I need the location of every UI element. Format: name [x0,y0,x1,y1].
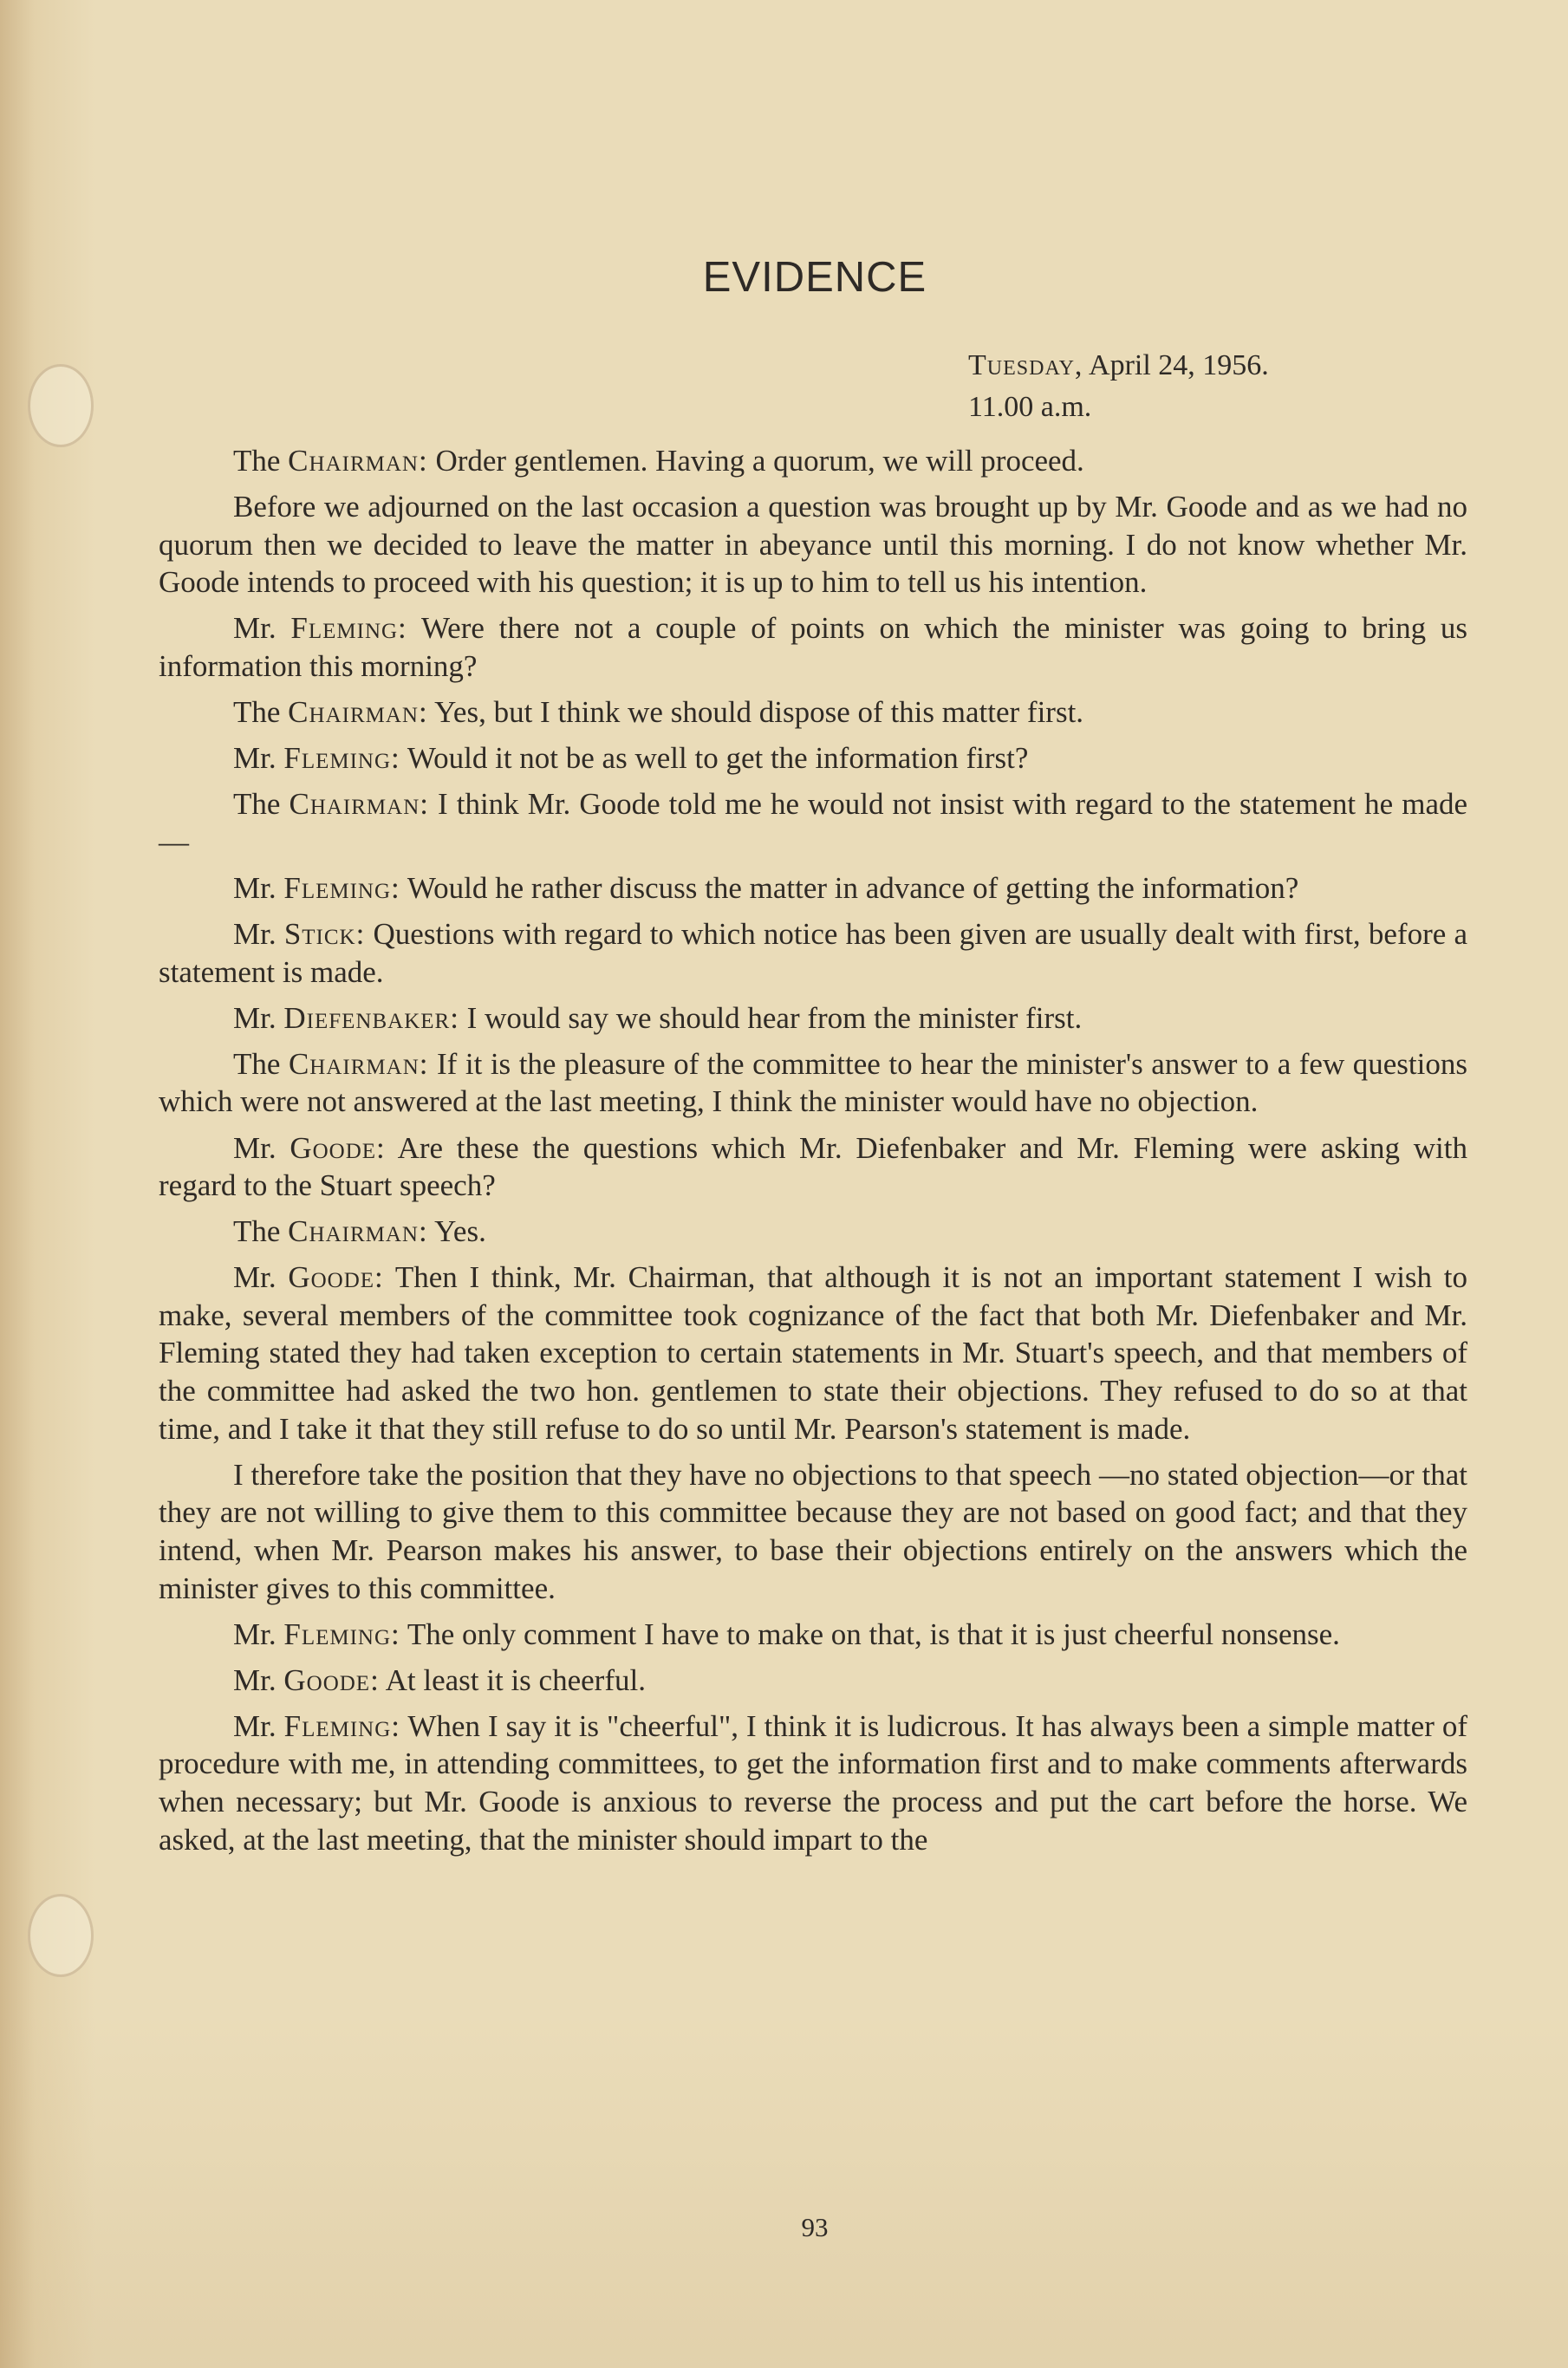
speaker-title: Mr. [233,611,277,646]
speech-text: Yes. [434,1214,486,1249]
transcript-paragraph [159,785,1467,861]
speaker-name: Fleming: [283,1617,400,1651]
speech-text: The only comment I have to make on that, is that it is just cheerful nonsense. [407,1617,1340,1651]
speech-text: When I say it is "cheerful", I think it is ludicrous. It has always been a simple matter of procedure with me, in attending committees, to get the information first and to make comments afterwards when necessary; but Mr. Goode is anxious to reverse the process and put the cart before the horse. We asked, at the last meeting, that the minister should impart to the [159,1708,1468,1857]
speech-text: I would say we should hear from the minister first. [466,1000,1083,1035]
speech-text: Then I think, Mr. Chairman, that although it is not an important statement I wish to make, several members of the committee took cognizance of the fact that both Mr. Diefenbaker and Mr. Fleming stated they had taken exception to certain statements in Mr. Stuart's speech, and that members of the committee had asked the two hon. gentlemen to state their objections. They refused to do so at that time, and I take it that they still refuse to do so until Mr. Pearson's statement is made. [159,1260,1467,1446]
speaker-name: Chairman: [288,1214,428,1249]
speech-text: If it is the pleasure of the committee to hear the minister's answer to a few questions which were not answered at the last meeting, I think the minister would have no objection. [159,1046,1467,1119]
speaker-name: Chairman: [289,787,429,822]
speaker-name: Fleming: [283,870,400,905]
page-title: EVIDENCE [702,254,927,301]
speaker-title: Mr. [233,1708,277,1743]
speech-text: Would it not be as well to get the information first? [407,741,1029,776]
transcript-paragraph [159,1213,1467,1251]
speech-text: Questions with regard to which notice has been given are usually dealt with first, before a statement is made. [159,917,1468,989]
speaker-title: The [233,1046,281,1081]
speech-text: I therefore take the position that they have no objections to that speech —no stated objection—or that they are not willing to give them to this committee because they are not based on good fact; and that they intend, when Mr. Pearson makes his answer, to base their objections entirely on the answers which the minister gives to this committee. [159,1457,1467,1605]
speaker-title: Mr. [233,1000,277,1035]
speech-text: Were there not a couple of points on which the minister was going to bring us information this morning? [159,611,1468,683]
transcript-paragraph [159,1045,1467,1121]
speaker-name: Chairman: [288,444,428,478]
transcript-paragraph [159,609,1467,685]
transcript-paragraph [159,915,1467,991]
transcript-paragraph [159,1662,1467,1700]
transcript-paragraph [159,442,1467,480]
speaker-name: Chairman: [288,695,428,730]
transcript-paragraph [159,1259,1467,1447]
weekday: Tuesday, [968,349,1083,381]
transcript-paragraph [159,1129,1467,1205]
transcript-paragraph [159,999,1467,1038]
transcript-paragraph [159,869,1467,908]
transcript-paragraph [159,739,1467,777]
speaker-title: Mr. [233,1662,277,1697]
transcript-paragraph [159,693,1467,732]
speech-text: Before we adjourned on the last occasion a question was brought up by Mr. Goode and as we had no quorum then we decided to leave the matter in abeyance until this morning. I do not know whether Mr. Goode intends to proceed with his question; it is up to him to tell us his intention. [159,490,1467,600]
speaker-title: The [233,444,281,478]
date: April 24, 1956. [1089,349,1269,381]
punch-hole-top [28,364,94,447]
time: 11.00 a.m. [968,391,1092,423]
transcript-paragraph [159,1456,1467,1607]
speech-text: I think Mr. Goode told me he would not insist with regard to the statement he made— [159,787,1468,859]
speech-text: Are these the questions which Mr. Diefenbaker and Mr. Fleming were asking with regard to the Stuart speech? [159,1130,1467,1203]
speaker-title: Mr. [233,1617,277,1651]
transcript-paragraph [159,1708,1467,1858]
speaker-title: Mr. [233,1260,277,1295]
speaker-name: Fleming: [283,741,400,776]
speech-text: Order gentlemen. Having a quorum, we will proceed. [435,444,1084,478]
speaker-title: The [233,787,281,822]
transcript-body [159,442,1467,1867]
speech-text: Yes, but I think we should dispose of this matter first. [434,695,1084,730]
transcript-paragraph [159,488,1467,602]
transcript-paragraph [159,1616,1467,1654]
date-line [968,345,1269,387]
punch-hole-bottom [28,1894,94,1977]
speaker-title: Mr. [233,870,277,905]
speech-text: At least it is cheerful. [385,1662,646,1697]
speaker-title: Mr. [233,1130,277,1165]
speaker-name: Stick: [283,917,366,952]
speaker-title: The [233,695,281,730]
speaker-title: Mr. [233,741,277,776]
dateline [968,345,1269,428]
speaker-title: Mr. [233,917,277,952]
speech-text: Would he rather discuss the matter in advance of getting the information? [407,870,1299,905]
speaker-name: Goode: [290,1130,386,1165]
speaker-name: Fleming: [283,1708,401,1743]
speaker-name: Goode: [283,1662,380,1697]
speaker-name: Chairman: [288,1046,429,1081]
speaker-name: Diefenbaker: [283,1000,459,1035]
page-number: 93 [801,2212,829,2242]
speaker-title: The [233,1214,281,1249]
speaker-name: Fleming: [290,611,407,646]
speaker-name: Goode: [288,1260,384,1295]
